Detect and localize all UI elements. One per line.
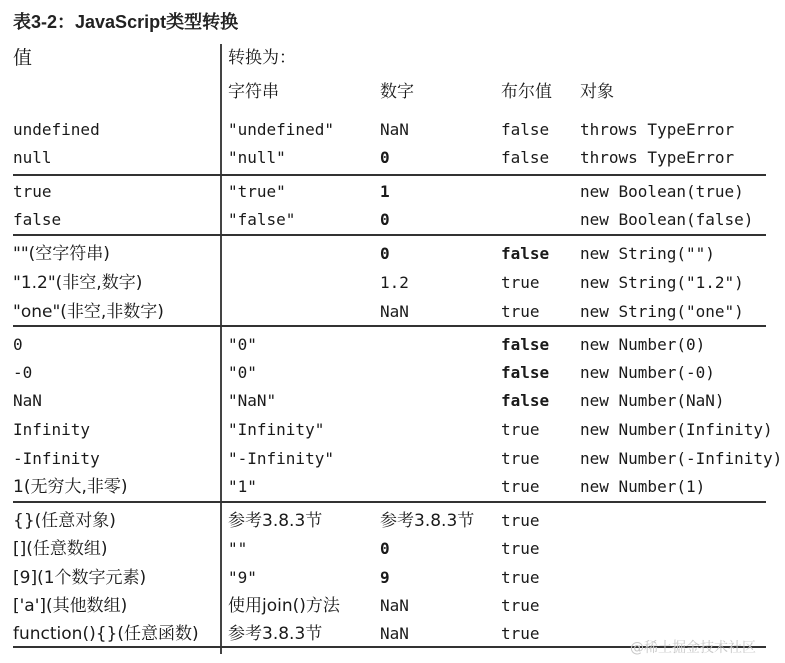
cell-object: new Number(0) [580,335,706,354]
cell-boolean: true [501,568,540,587]
cell-object: new String("") [580,244,715,263]
cell-value: NaN [13,391,42,410]
cell-number: 1.2 [380,273,409,292]
header-boolean: 布尔值 [501,82,552,102]
cell-number: 参考3.8.3节 [380,511,475,531]
header-object: 对象 [580,82,614,102]
cell-boolean: false [501,391,550,410]
cell-object: new String("1.2") [580,273,744,292]
cell-string: "0" [228,335,257,354]
cell-string: 参考3.8.3节 [228,511,323,531]
cell-value: true [13,182,52,201]
header-value: 值 [13,47,33,69]
cell-value: Infinity [13,420,91,439]
cell-number: NaN [380,596,409,615]
cell-string: "-Infinity" [228,449,334,468]
header-number: 数字 [380,82,414,102]
cell-value: ""(空字符串) [13,244,110,264]
cell-number: NaN [380,624,409,643]
cell-number: 9 [380,568,390,587]
cell-value: ['a'](其他数组) [13,596,128,616]
cell-boolean: true [501,477,540,496]
cell-boolean: false [501,335,550,354]
cell-string: "Infinity" [228,420,325,439]
cell-value: false [13,210,62,229]
cell-value: undefined [13,120,100,139]
cell-value: 0 [13,335,23,354]
cell-boolean: false [501,363,550,382]
cell-number: NaN [380,120,409,139]
cell-value: [](任意数组) [13,539,108,559]
cell-value: -0 [13,363,33,382]
cell-object: new Number(-Infinity) [580,449,783,468]
cell-value: function(){}(任意函数) [13,624,199,644]
cell-number: 0 [380,148,390,167]
cell-string: "" [228,539,248,558]
cell-value: -Infinity [13,449,100,468]
cell-value: "1.2"(非空,数字) [13,273,143,293]
cell-boolean: true [501,624,540,643]
cell-object: throws TypeError [580,148,735,167]
cell-string: "1" [228,477,257,496]
cell-string: 使用join()方法 [228,596,340,616]
group-divider [13,174,766,176]
table-caption: 表3-2：JavaScript类型转换 [13,12,239,32]
cell-object: new Number(Infinity) [580,420,773,439]
cell-boolean: true [501,273,540,292]
cell-value: [9](1个数字元素) [13,568,147,588]
cell-string: "false" [228,210,296,229]
watermark: @稀土掘金技术社区 [630,640,756,656]
cell-boolean: true [501,596,540,615]
cell-string: "true" [228,182,286,201]
cell-boolean: false [501,244,550,263]
cell-string: "NaN" [228,391,277,410]
cell-number: NaN [380,302,409,321]
header-convert-to: 转换为： [228,48,296,68]
cell-object: new Number(1) [580,477,706,496]
cell-object: throws TypeError [580,120,735,139]
cell-value: null [13,148,52,167]
cell-object: new Number(NaN) [580,391,725,410]
cell-boolean: true [501,449,540,468]
cell-value: {}(任意对象) [13,511,116,531]
cell-string: "0" [228,363,257,382]
header-string: 字符串 [228,82,279,102]
cell-boolean: true [501,511,540,530]
cell-value: "one"(非空,非数字) [13,302,164,322]
cell-boolean: true [501,539,540,558]
cell-string: "9" [228,568,257,587]
cell-boolean: false [501,120,550,139]
cell-boolean: false [501,148,550,167]
cell-boolean: true [501,302,540,321]
cell-string: 参考3.8.3节 [228,624,323,644]
cell-number: 0 [380,210,390,229]
cell-object: new String("one") [580,302,744,321]
cell-number: 0 [380,244,390,263]
group-divider [13,501,766,503]
group-divider [13,325,766,327]
cell-object: new Boolean(true) [580,182,744,201]
cell-number: 1 [380,182,390,201]
column-divider [220,44,222,654]
cell-number: 0 [380,539,390,558]
cell-value: 1(无穷大,非零) [13,477,128,497]
cell-object: new Number(-0) [580,363,715,382]
cell-boolean: true [501,420,540,439]
cell-object: new Boolean(false) [580,210,754,229]
group-divider [13,234,766,236]
cell-string: "null" [228,148,286,167]
cell-string: "undefined" [228,120,334,139]
